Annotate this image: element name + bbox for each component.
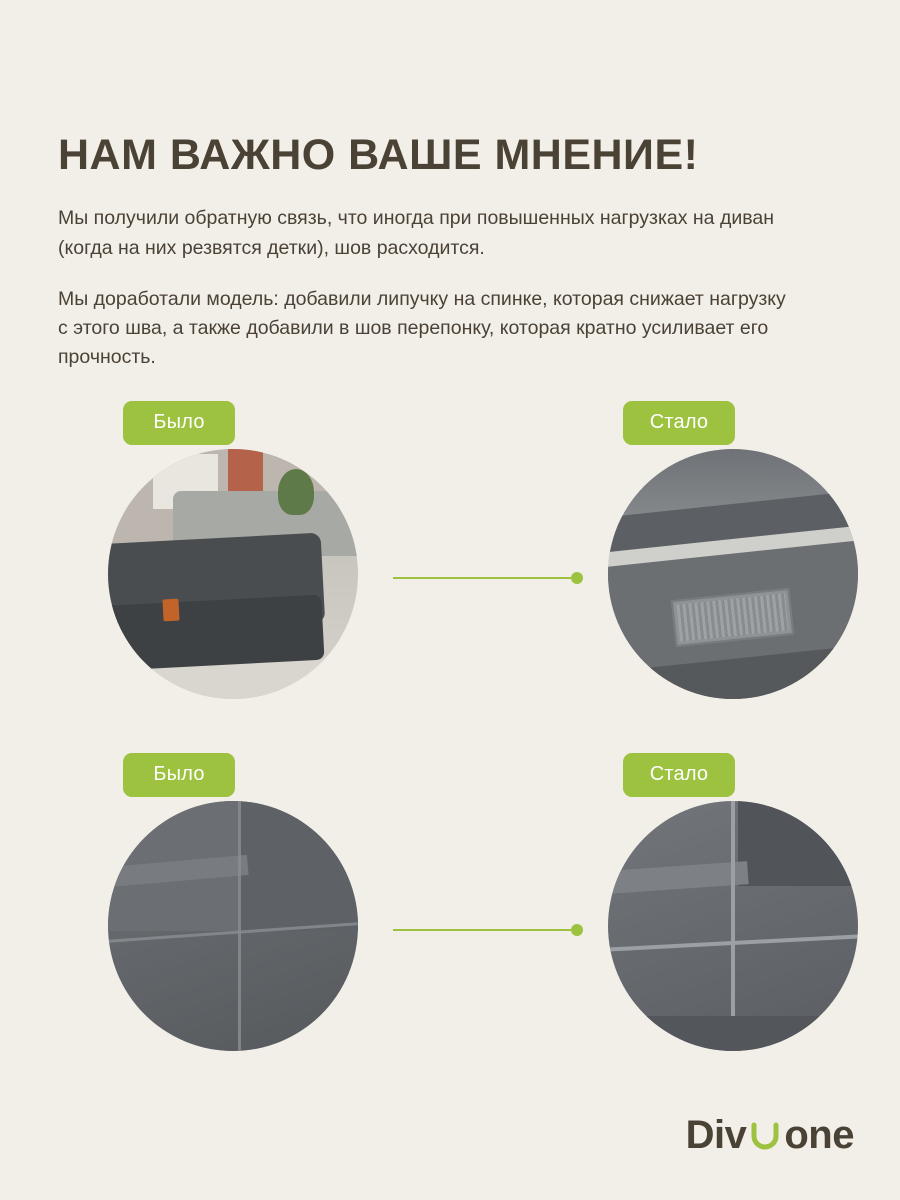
badge-before-1: Было bbox=[123, 401, 235, 445]
photo-after-2 bbox=[608, 801, 858, 1051]
intro-paragraph-2: Мы доработали модель: добавили липучку на спинке, которая снижает нагрузку с этого шва, а также добавили в шов перепонку, которая кратно усиливает его прочность. bbox=[58, 287, 786, 369]
arrow-dot-icon bbox=[571, 572, 583, 584]
badge-row-1 bbox=[58, 401, 842, 449]
comparison-block-2 bbox=[58, 753, 842, 1053]
photo-after-1 bbox=[608, 449, 858, 699]
photo-row-1 bbox=[58, 449, 842, 699]
sofa-seam-before-image bbox=[108, 449, 358, 699]
badge-after-2: Стало bbox=[623, 753, 735, 797]
corner-seam-before-image bbox=[108, 801, 358, 1051]
page-title: НАМ ВАЖНО ВАШЕ МНЕНИЕ! bbox=[58, 131, 699, 179]
velcro-after-image bbox=[608, 449, 858, 699]
logo-text-before: Div bbox=[685, 1113, 747, 1157]
photo-before-2 bbox=[108, 801, 358, 1051]
intro-paragraph-1: Мы получили обратную связь, что иногда при повышенных нагрузках на диван (когда на них резвятся детки), шов расходится. bbox=[58, 207, 774, 259]
arrow-connector-2 bbox=[393, 924, 583, 936]
photo-row-2 bbox=[58, 801, 842, 1051]
arrow-line bbox=[393, 929, 571, 931]
badge-before-2: Было bbox=[123, 753, 235, 797]
comparison-block-1 bbox=[58, 401, 842, 701]
arrow-dot-icon bbox=[571, 924, 583, 936]
brand-logo bbox=[686, 1113, 854, 1158]
photo-before-1 bbox=[108, 449, 358, 699]
logo-text-after: one bbox=[784, 1113, 854, 1157]
badge-after-1: Стало bbox=[623, 401, 735, 445]
arrow-line bbox=[393, 577, 571, 579]
badge-row-2 bbox=[58, 753, 842, 801]
smile-icon bbox=[748, 1119, 782, 1153]
corner-seam-after-image bbox=[608, 801, 858, 1051]
arrow-connector-1 bbox=[393, 572, 583, 584]
